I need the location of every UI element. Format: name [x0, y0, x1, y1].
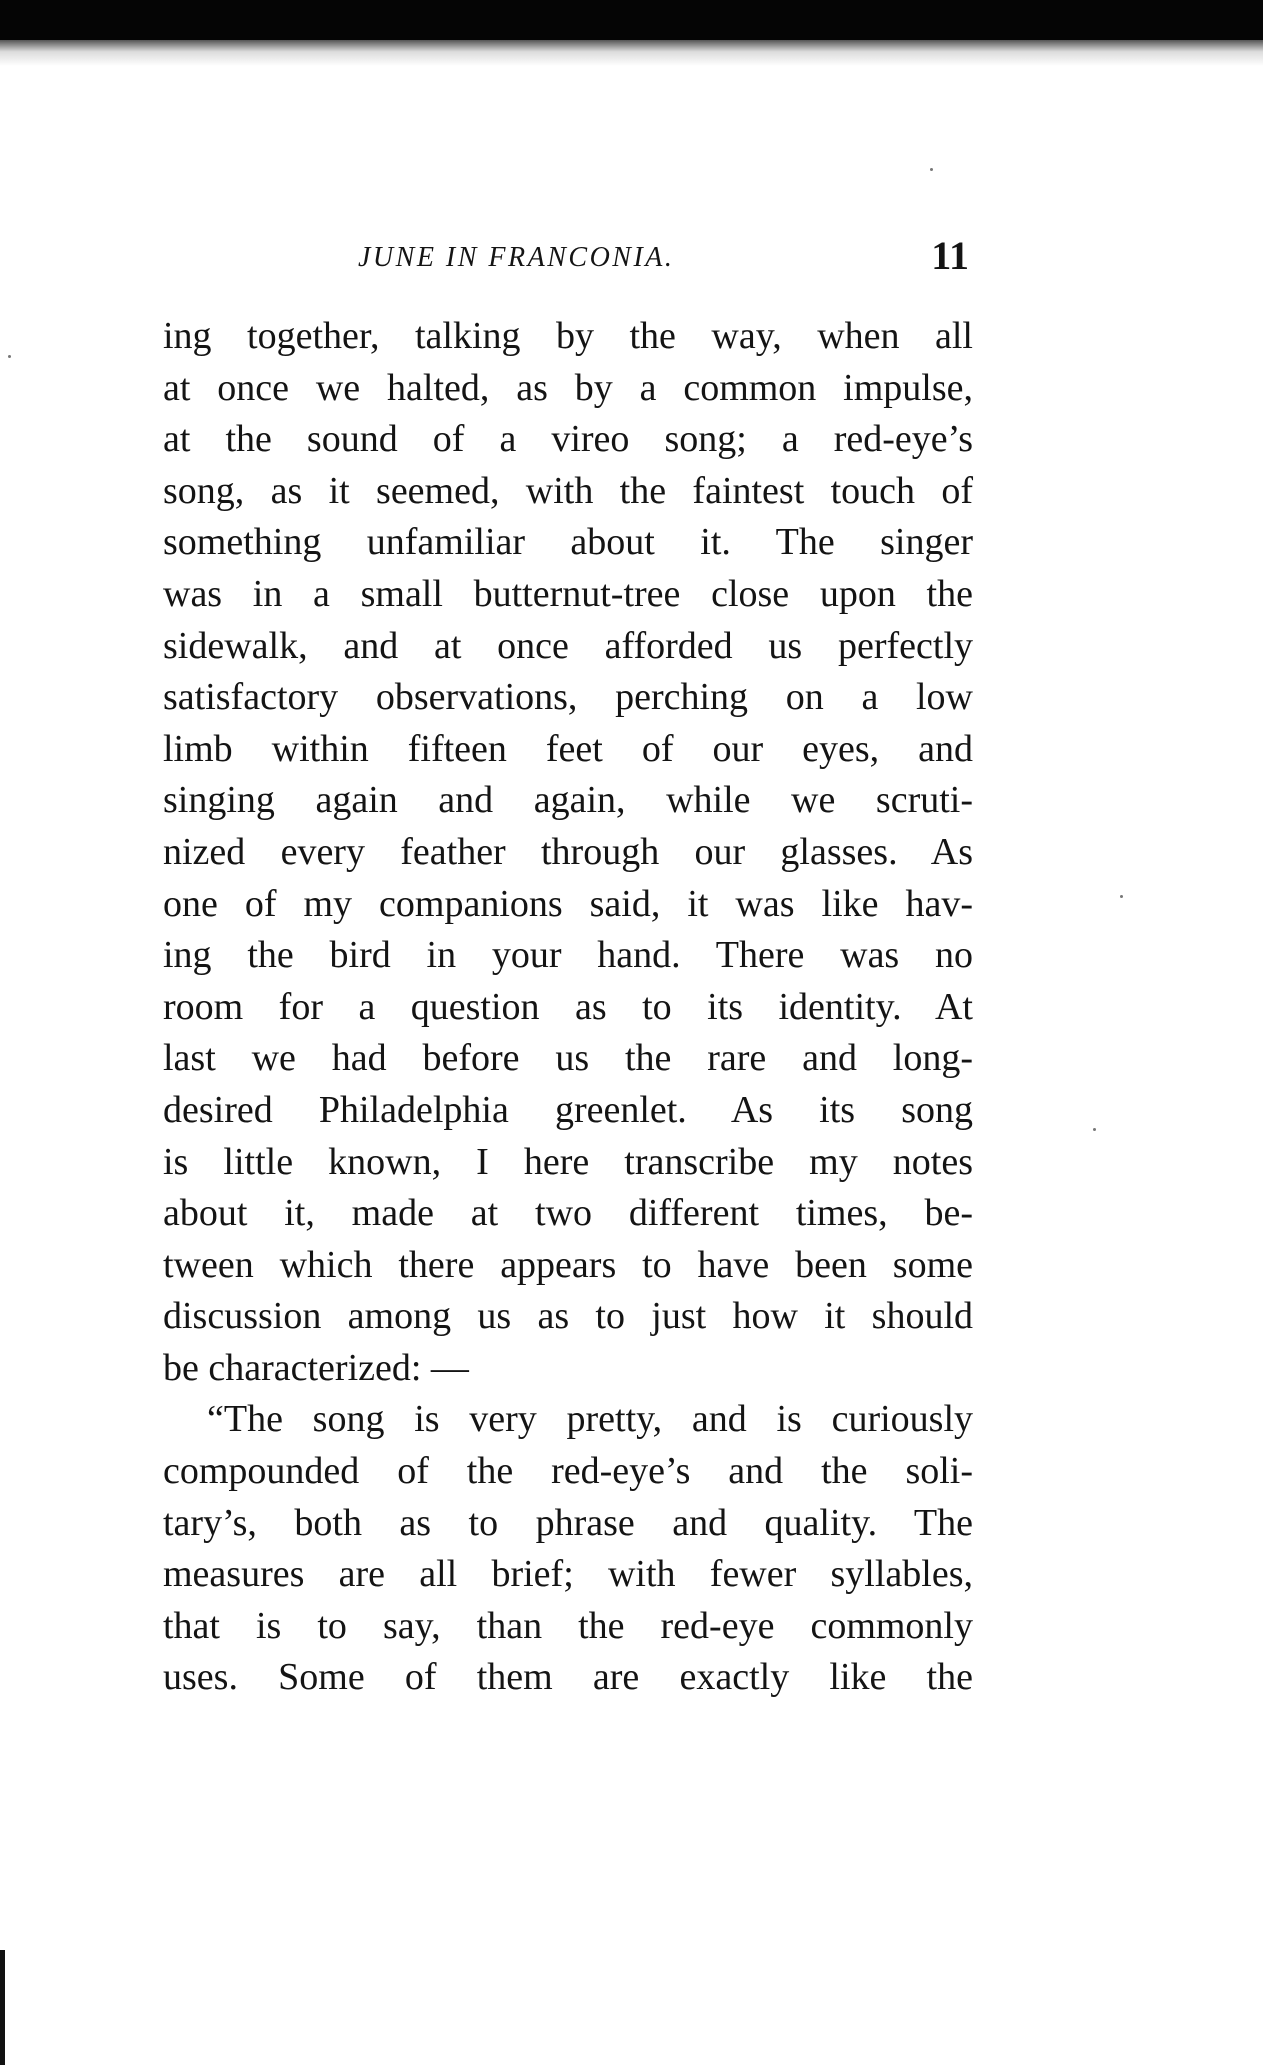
text-line: room for a question as to its identity. At [163, 985, 973, 1028]
paper-speck [930, 168, 933, 171]
text-line: tween which there appears to have been some [163, 1243, 973, 1286]
text-line: song, as it seemed, with the faintest touch of [163, 469, 973, 512]
text-line: nized every feather through our glasses. As [163, 830, 973, 873]
text-line: discussion among us as to just how it should [163, 1295, 973, 1338]
paragraph-end-line: be characterized: — [163, 1346, 469, 1389]
text-line: that is to say, than the red-eye commonly [163, 1604, 973, 1647]
text-line: sidewalk, and at once afforded us perfectly [163, 624, 973, 667]
text-line: ing the bird in your hand. There was no [163, 934, 973, 977]
text-line: is little known, I here transcribe my notes [163, 1140, 973, 1183]
text-line: desired Philadelphia greenlet. As its song [163, 1088, 973, 1131]
text-line: about it, made at two different times, be- [163, 1192, 973, 1235]
paper-speck [8, 355, 11, 358]
text-line: tary’s, both as to phrase and quality. The [163, 1501, 973, 1544]
text-line: one of my companions said, it was like hav- [163, 882, 973, 925]
text-line: measures are all brief; with fewer syllables, [163, 1553, 973, 1596]
paragraph-first-line: “The song is very pretty, and is curiously [207, 1398, 973, 1441]
page-number: 11 [931, 233, 969, 278]
paper-speck [1120, 895, 1123, 898]
body-text [163, 311, 973, 1704]
text-line: at once we halted, as by a common impulse, [163, 366, 973, 409]
scan-top-edge [0, 0, 1263, 40]
paper-speck [1093, 1128, 1096, 1131]
text-line: ing together, talking by the way, when all [163, 315, 973, 357]
text-line: compounded of the red-eye’s and the soli- [163, 1450, 973, 1493]
running-header [163, 233, 973, 290]
text-line: at the sound of a vireo song; a red-eye’s [163, 418, 973, 461]
running-head-title: JUNE IN FRANCONIA. [358, 242, 675, 273]
text-line: limb within fifteen feet of our eyes, and [163, 727, 973, 770]
text-line: something unfamiliar about it. The singer [163, 521, 973, 564]
text-line: last we had before us the rare and long- [163, 1037, 973, 1080]
text-line: uses. Some of them are exactly like the [163, 1656, 973, 1699]
text-line: was in a small butternut-tree close upon the [163, 572, 973, 615]
text-line: singing again and again, while we scruti- [163, 779, 973, 822]
text-line: satisfactory observations, perching on a low [163, 676, 973, 719]
scan-left-edge [0, 1950, 5, 2065]
scan-top-shadow [0, 40, 1263, 66]
